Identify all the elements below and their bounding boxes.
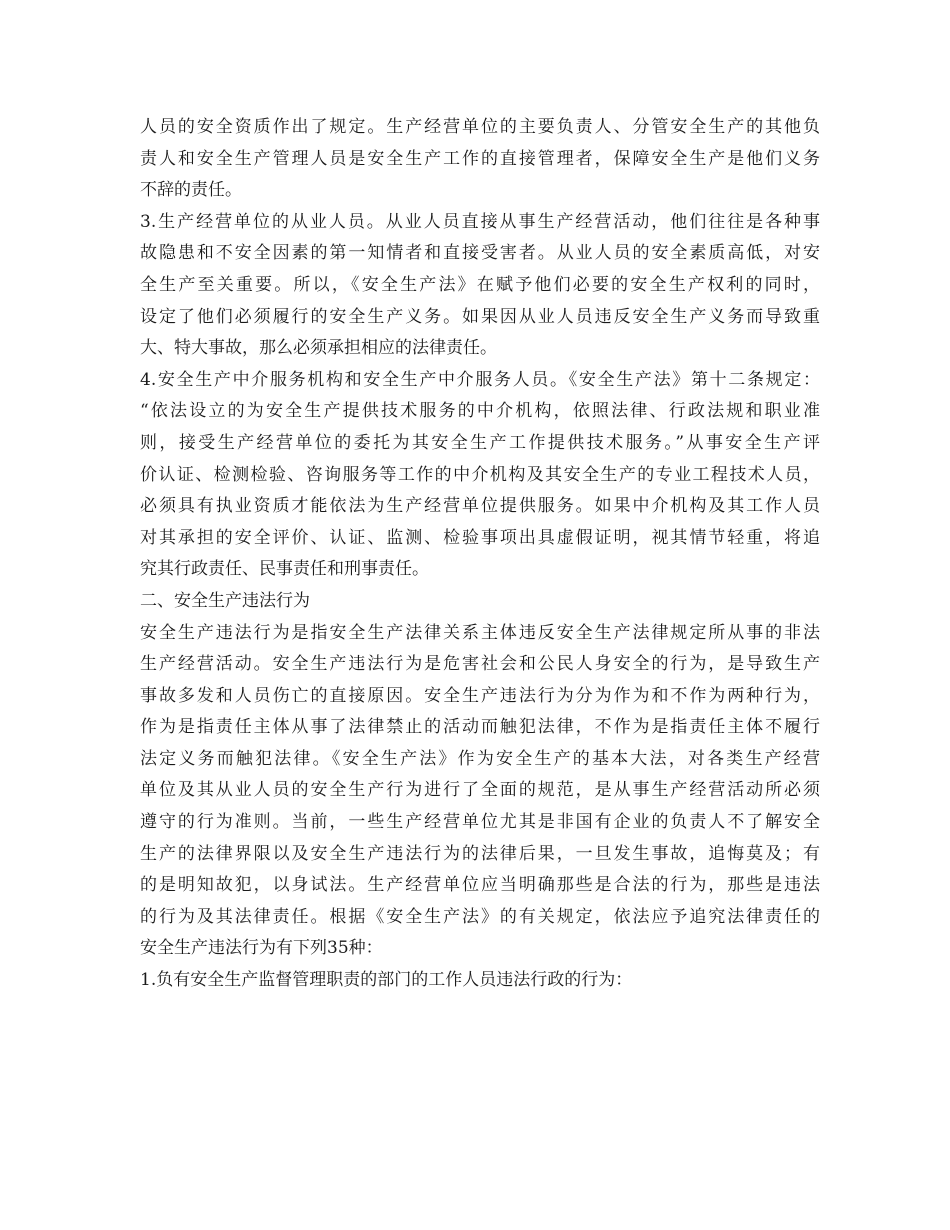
text-line: 的是明知故犯，以身试法。生产经营单位应当明确那些是合法的行为，那些是违法 xyxy=(140,875,820,896)
text-line: 究其行政责任、民事责任和刑事责任。 xyxy=(140,559,429,580)
document-body xyxy=(140,112,820,997)
text-line: 人员的安全资质作出了规定。生产经营单位的主要负责人、分管安全生产的其他负 xyxy=(140,117,820,137)
text-line: 必须具有执业资质才能依法为生产经营单位提供服务。如果中介机构及其工作人员 xyxy=(140,496,820,517)
text-line: 的行为及其法律责任。根据《安全生产法》的有关规定，依法应予追究法律责任的 xyxy=(140,906,820,927)
text-line: 全生产至关重要。所以，《安全生产法》在赋予他们必要的安全生产权利的同时， xyxy=(140,274,820,295)
text-line: 事故多发和人员伤亡的直接原因。安全生产违法行为分为作为和不作为两种行为， xyxy=(140,685,820,706)
text-line: 对其承担的安全评价、认证、监测、检验事项出具虚假证明，视其情节轻重，将追 xyxy=(140,527,820,548)
text-line: 设定了他们必须履行的安全生产义务。如果因从业人员违反安全生产义务而导致重 xyxy=(140,306,820,327)
text-line: 责人和安全生产管理人员是安全生产工作的直接管理者，保障安全生产是他们义务 xyxy=(140,148,820,169)
text-line: 作为是指责任主体从事了法律禁止的活动而触犯法律，不作为是指责任主体不履行 xyxy=(140,717,820,738)
text-line: 安全生产违法行为有下列35种： xyxy=(140,938,383,959)
text-line: “依法设立的为安全生产提供技术服务的中介机构，依照法律、行政法规和职业准 xyxy=(140,401,820,422)
text-line: 遵守的行为准则。当前，一些生产经营单位尤其是非国有企业的负责人不了解安全 xyxy=(140,812,820,833)
text-line: 单位及其从业人员的安全生产行为进行了全面的规范，是从事生产经营活动所必须 xyxy=(140,780,820,801)
list-item-heading: 1.负有安全生产监督管理职责的部门的工作人员违法行政的行为： xyxy=(140,970,633,991)
text-line: 3.生产经营单位的从业人员。从业人员直接从事生产经营活动，他们往往是各种事 xyxy=(140,211,820,232)
section-heading: 二、安全生产违法行为 xyxy=(140,590,310,611)
text-line: 4.安全生产中介服务机构和安全生产中介服务人员。《安全生产法》第十二条规定： xyxy=(140,369,820,390)
text-line: 大、特大事故，那么必须承担相应的法律责任。 xyxy=(140,338,497,359)
text-line: 安全生产违法行为是指安全生产法律关系主体违反安全生产法律规定所从事的非法 xyxy=(140,622,820,643)
text-line: 生产经营活动。安全生产违法行为是危害社会和公民人身安全的行为，是导致生产 xyxy=(140,654,820,675)
text-line: 不辞的责任。 xyxy=(140,180,242,201)
text-line: 价认证、检测检验、咨询服务等工作的中介机构及其安全生产的专业工程技术人员， xyxy=(140,464,820,485)
text-line: 则，接受生产经营单位的委托为其安全生产工作提供技术服务。”从事安全生产评 xyxy=(140,432,820,453)
text-line: 生产的法律界限以及安全生产违法行为的法律后果，一旦发生事故，追悔莫及；有 xyxy=(140,843,820,864)
text-line: 故隐患和不安全因素的第一知情者和直接受害者。从业人员的安全素质高低，对安 xyxy=(140,243,820,264)
text-line: 法定义务而触犯法律。《安全生产法》作为安全生产的基本大法，对各类生产经营 xyxy=(140,748,820,769)
